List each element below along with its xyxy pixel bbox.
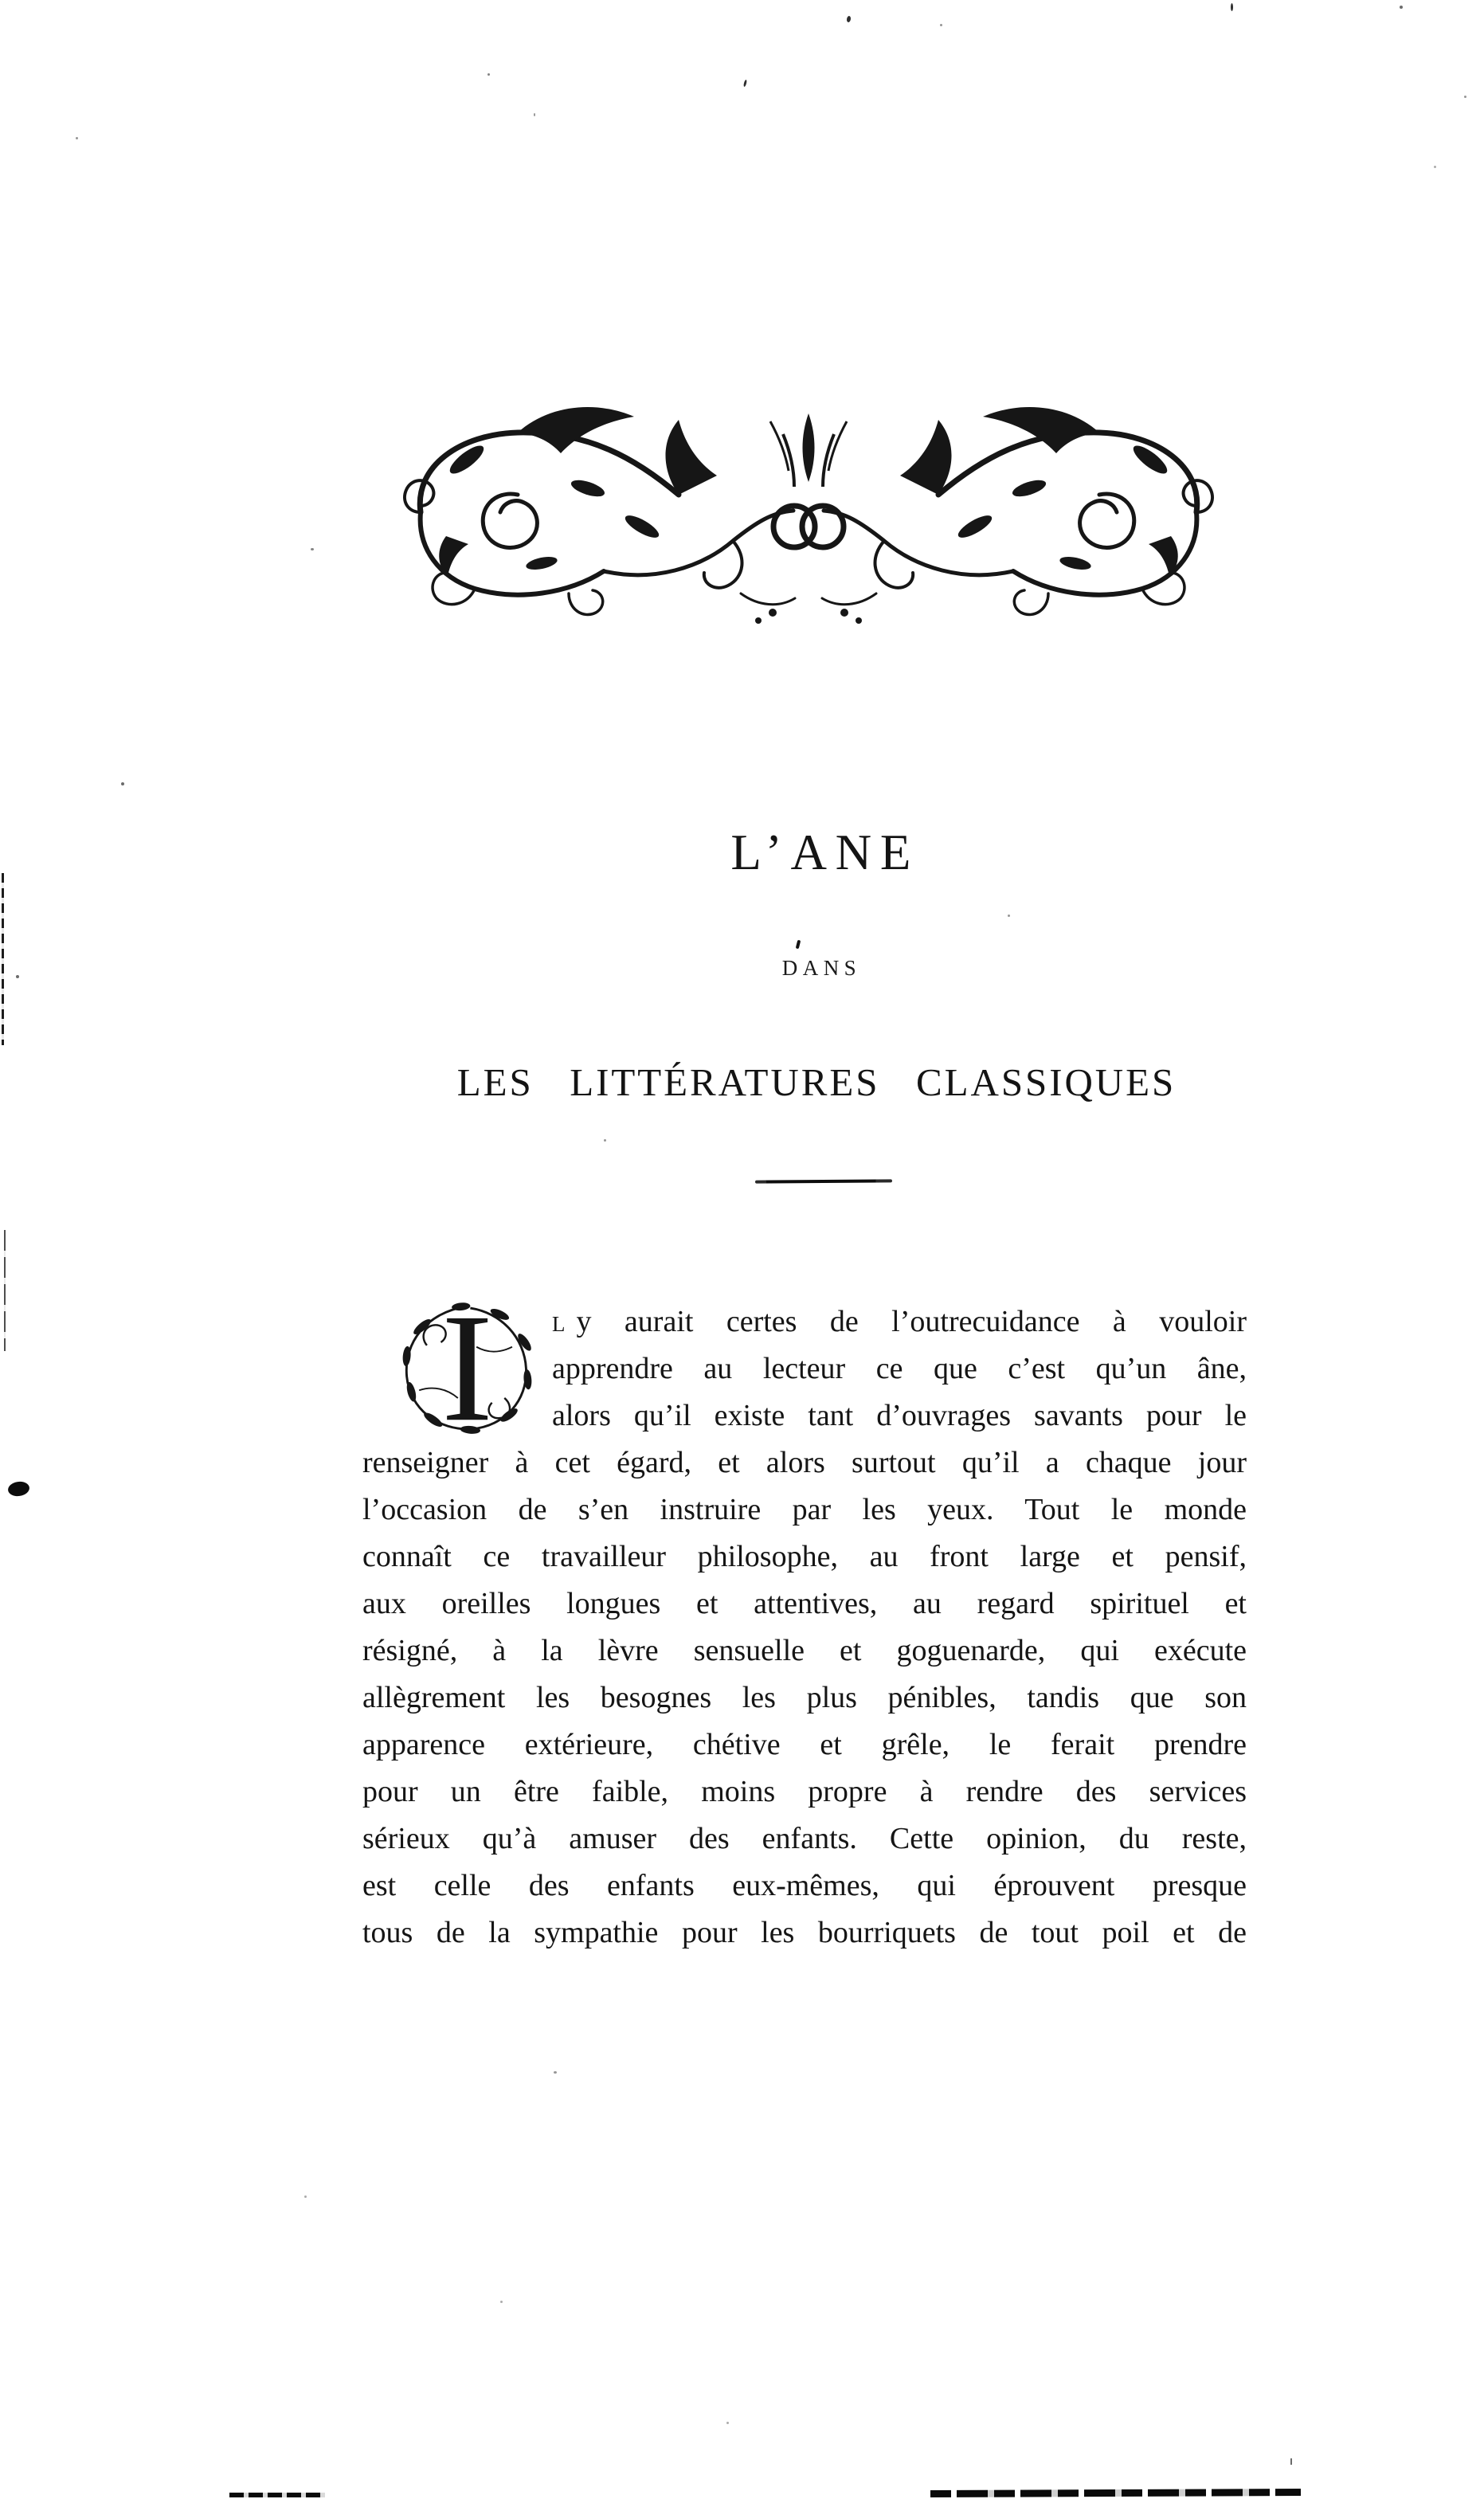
line-text: y aurait certes de l’outrecuidance à vouloir [576, 1305, 1247, 1338]
paragraph-line: apprendre au lecteur ce que c’est qu’un âne, [552, 1352, 1247, 1385]
title-rule [755, 1179, 892, 1183]
paragraph-line: pour un être faible, moins propre à rendre des services [362, 1775, 1247, 1808]
paragraph-line: alors qu’il existe tant d’ouvrages savants pour le [552, 1399, 1247, 1432]
speck [304, 2195, 307, 2198]
speck [743, 80, 747, 87]
speck [1464, 96, 1466, 98]
paragraph-line: résigné, à la lèvre sensuelle et goguenarde, qui exécute [362, 1634, 1247, 1667]
lead-small-capital: L [552, 1312, 566, 1336]
ink-blob-artifact [7, 1480, 30, 1498]
speck [1231, 3, 1233, 11]
speck [487, 73, 490, 76]
paragraph-line: tous de la sympathie pour les bourriquets de tout poil et de [362, 1916, 1247, 1949]
left-edge-scan-line [2, 873, 4, 1045]
stray-ink-mark [796, 940, 801, 950]
speck [1228, 1842, 1231, 1844]
speck [76, 137, 78, 139]
paragraph-line: est celle des enfants eux-mêmes, qui éprouvent presque [362, 1869, 1247, 1902]
speck [1434, 166, 1436, 168]
speck [554, 2071, 557, 2074]
bottom-scan-smudge [930, 2489, 1301, 2497]
speck [121, 782, 124, 785]
left-edge-scan-line [4, 1230, 6, 1351]
speck [1008, 915, 1010, 917]
speck [311, 548, 314, 550]
title-connector: DANS [781, 956, 862, 980]
speck [500, 2301, 503, 2303]
speck [16, 975, 19, 978]
headpiece-ornament [398, 393, 1219, 641]
speck [726, 2422, 729, 2424]
paragraph-line: sérieux qu’à amuser des enfants. Cette opinion, du reste, [362, 1822, 1247, 1855]
body-paragraph [362, 1298, 1247, 1957]
speck [604, 1139, 606, 1142]
paragraph-line: allègrement les besognes les plus pénibles, tandis que son [362, 1681, 1247, 1714]
speck [534, 113, 535, 116]
dropcap [362, 1298, 552, 1439]
paragraph-line: aux oreilles longues et attentives, au regard spirituel et [362, 1587, 1247, 1620]
speck [940, 24, 942, 26]
speck [1400, 6, 1403, 9]
page-title: L’ANE [730, 825, 920, 880]
dropcap-flourish [396, 1298, 539, 1439]
bottom-scan-smudge [229, 2493, 325, 2497]
paragraph-line: renseigner à cet égard, et alors surtout qu’il a chaque jour [362, 1446, 1247, 1479]
paragraph-line [552, 1298, 1247, 1345]
speck [846, 15, 852, 22]
paragraph-line: l’occasion de s’en instruire par les yeux. Tout le monde [362, 1493, 1247, 1526]
paragraph-line: apparence extérieure, chétive et grêle, le ferait prendre [362, 1728, 1247, 1761]
paragraph-line: connaît ce travailleur philosophe, au front large et pensif, [362, 1540, 1247, 1573]
acanthus-scroll-engraving [398, 393, 1219, 641]
dropcap-letter: I [441, 1298, 493, 1439]
page-subtitle: LES LITTÉRATURES CLASSIQUES [456, 1060, 1177, 1104]
speck [1290, 2458, 1292, 2465]
